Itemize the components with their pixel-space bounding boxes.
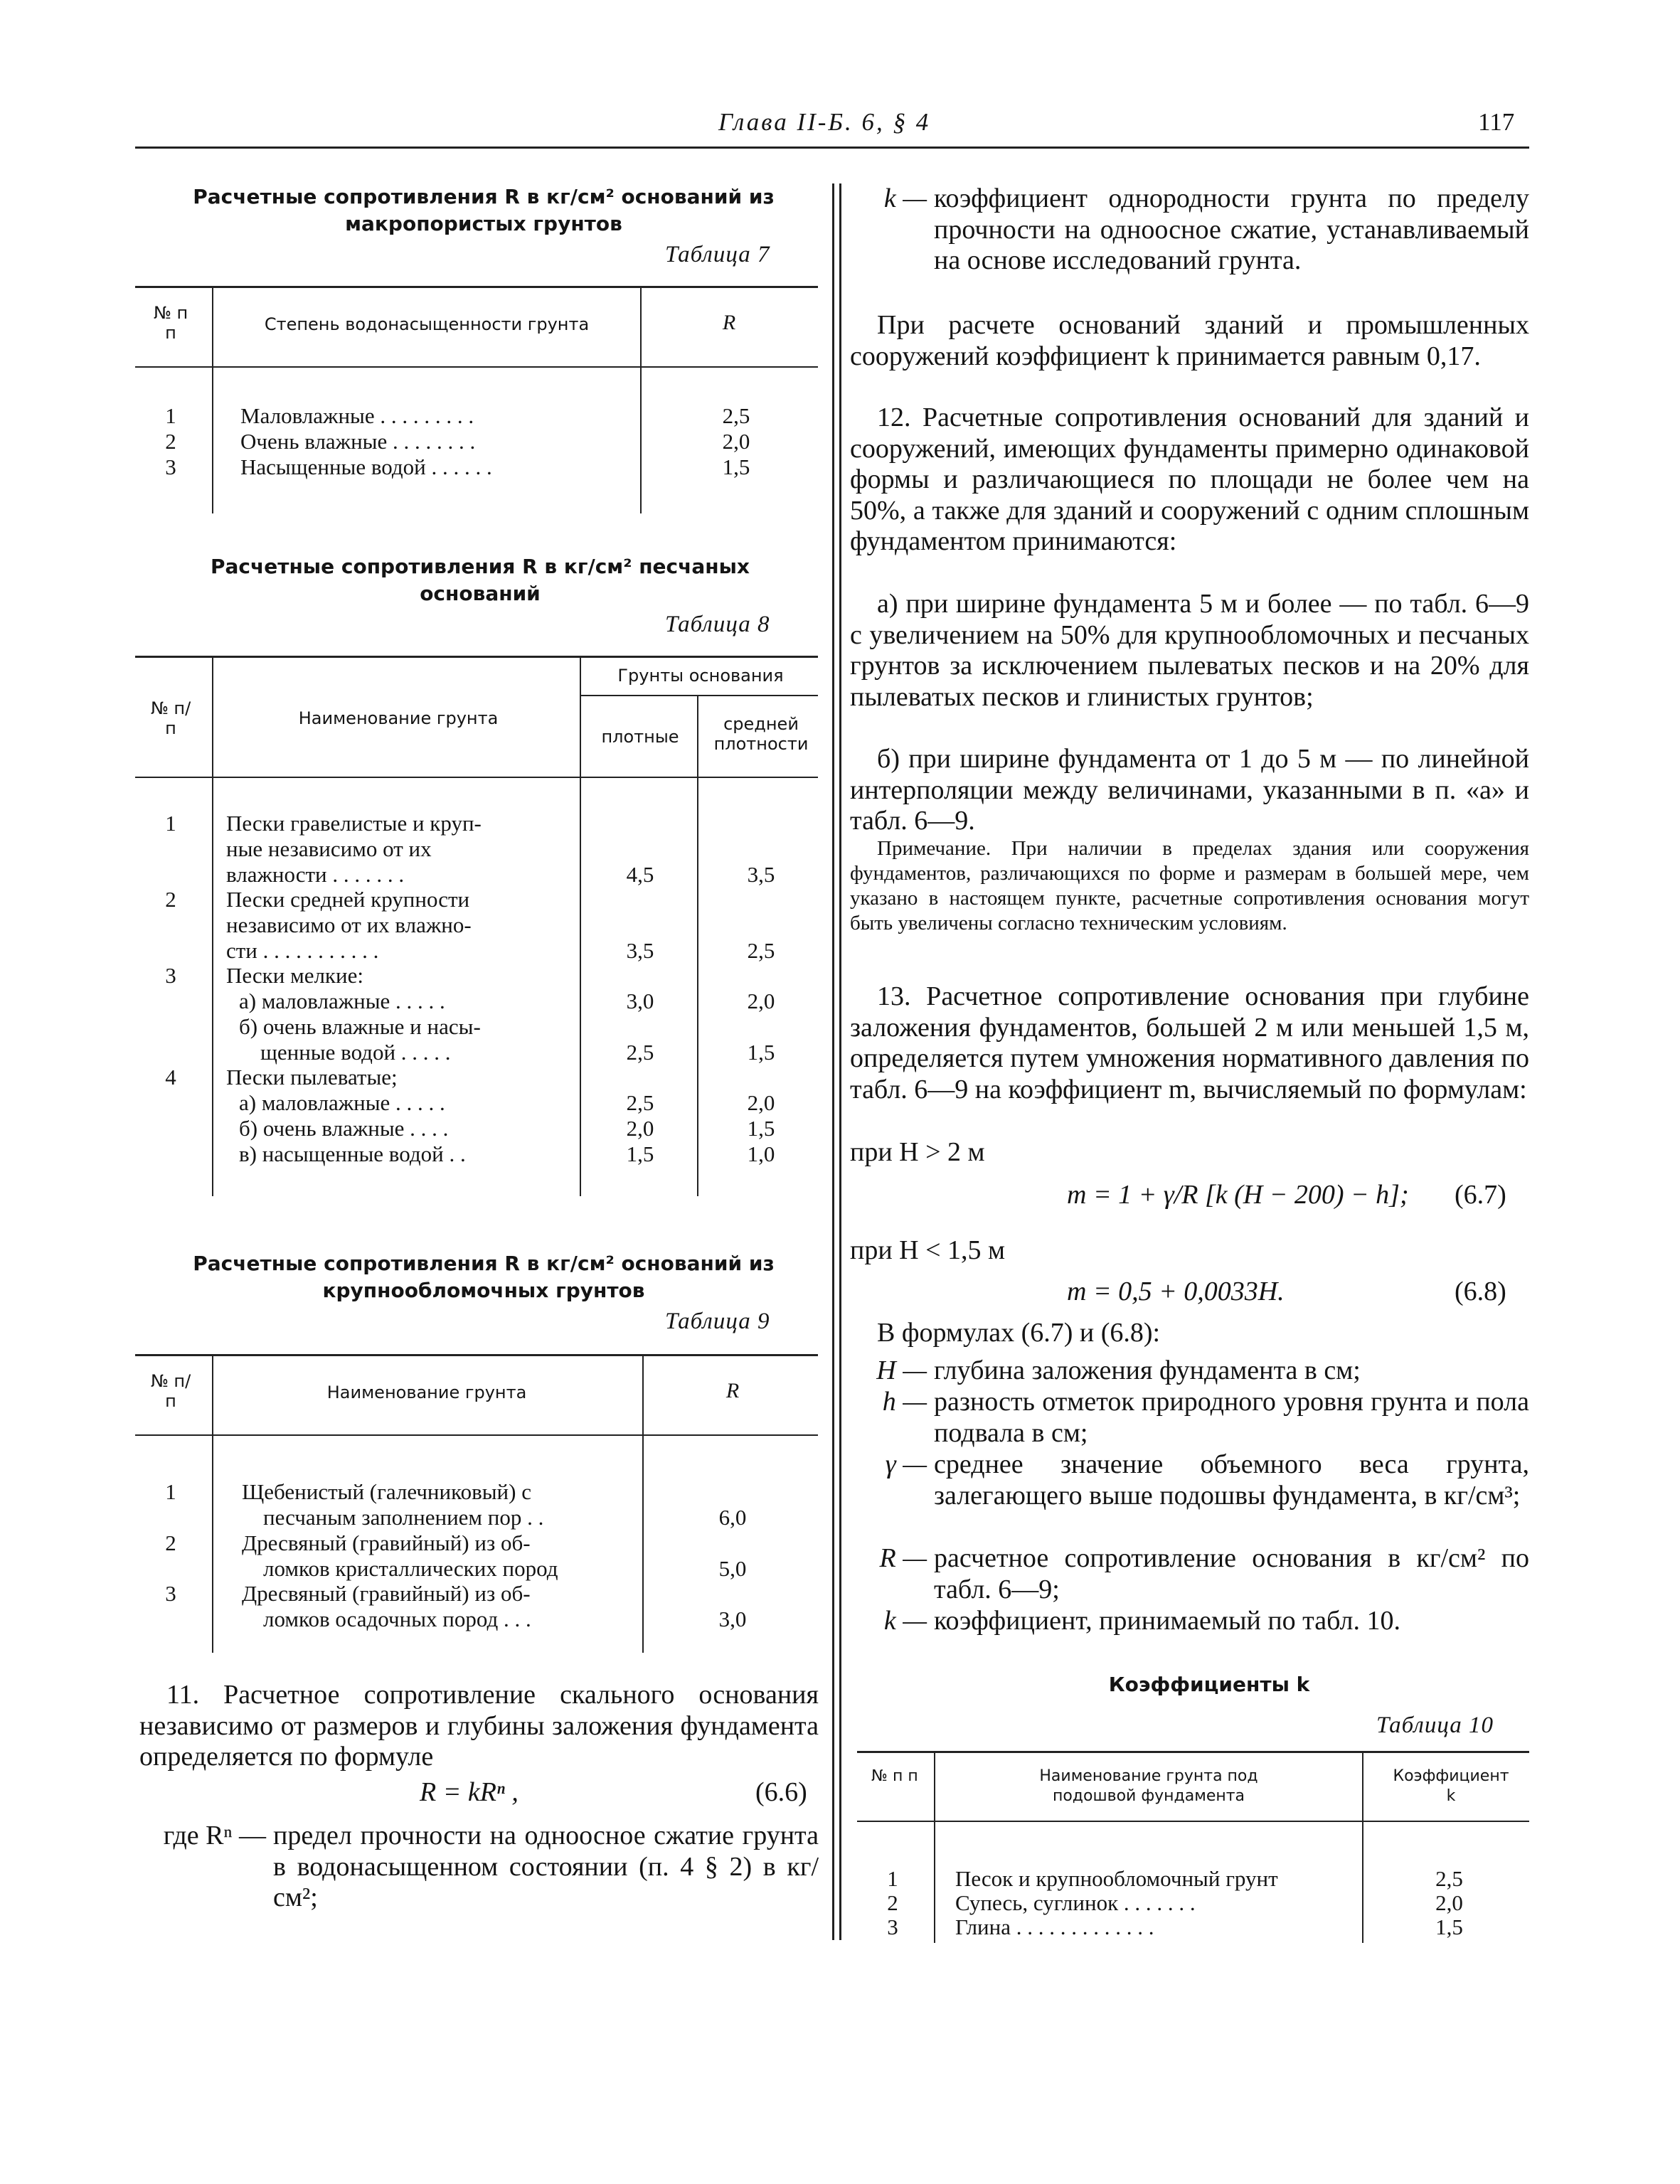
table-column-rule [212, 286, 213, 513]
table-row-value: 2,0 [1435, 1890, 1463, 1915]
formula-6-6: R = kRⁿ , [420, 1777, 519, 1807]
condition-h-gt-2: при H > 2 м [850, 1137, 985, 1167]
table-rule [135, 1354, 818, 1356]
table7-caption: Расчетные сопротивления R в кг/см² оснований из макропористых грунтов [193, 185, 775, 235]
table8-header-num: № п/п [150, 698, 191, 738]
definition-text: среднее значение объемного веса грунта, залегающего выше подошвы фундамента, в кг/см³; [934, 1449, 1529, 1511]
table-column-rule [642, 1354, 644, 1653]
column-divider [832, 183, 834, 1940]
table-row-name: Маловлажные . . . . . . . . . [240, 403, 474, 428]
table9-caption: Расчетные сопротивления R в кг/см² оснований из крупнообломочных грунтов [193, 1252, 775, 1302]
formula-6-8-number: (6.8) [1455, 1277, 1506, 1306]
definition-text: глубина заложения фундамента в см; [934, 1355, 1361, 1385]
table-column-rule [212, 656, 213, 1196]
table10-header-name: Наименование грунта под подошвой фундамента [1039, 1767, 1258, 1805]
table-row-name: Насыщенные водой . . . . . . [240, 454, 492, 479]
table-column-rule [697, 695, 698, 1196]
table-row-num: 1 [165, 1479, 176, 1504]
table-column-rule [212, 1354, 213, 1653]
table-row-name: Супесь, суглинок . . . . . . . [955, 1890, 1196, 1915]
table-row-value: 2,5 [722, 403, 750, 428]
definition-k [857, 1606, 1529, 1637]
table-row-num: 3 [165, 963, 176, 988]
table-row-value: 1,5 [747, 1040, 775, 1065]
definition-text: коэффициент однородности грунта по пределу прочности на одноосное сжатие, устанавливаемый на основе исследований грунта. [934, 183, 1529, 276]
table-row-value: 2,5 [1435, 1866, 1463, 1891]
table-row-value: 2,0 [722, 429, 750, 454]
table-row-name: Дресвяный (гравийный) из об- [242, 1530, 531, 1555]
table8-header-medium: средней плотности [713, 714, 809, 754]
table-row-value: 2,0 [626, 1116, 654, 1141]
definition-gamma [857, 1449, 1529, 1543]
table9-label: Таблица 9 [665, 1309, 770, 1334]
table-row-value: 2,5 [747, 938, 775, 963]
table-row-value: 1,5 [1435, 1914, 1463, 1939]
definition-R [857, 1543, 1529, 1606]
table-row-name: влажности . . . . . . . [226, 862, 405, 887]
definition-k-uniformity [857, 183, 1529, 311]
table-column-rule [640, 286, 642, 513]
table-row-name: Очень влажные . . . . . . . . [240, 429, 476, 454]
paragraph-12: 12. Расчетные сопротивления оснований для зданий и сооружений, имеющих фундаменты примерно одинаковой формы и различающиеся по площади не более чем на 50%, а также для зданий и сооружений с одним сплошным фундаментом принимаются: [850, 403, 1529, 557]
page-number: 117 [1478, 108, 1515, 136]
table7-header-r: R [722, 311, 736, 334]
formula-6-8: m = 0,5 + 0,0033H. [1067, 1277, 1285, 1306]
note: Примечание. При наличии в пределах здания или сооружения фундаментов, различающихся по форме и размерам в большей мере, чем указано в настоящем пункте, расчетные сопротивления основания могут быть увеличены согласно техническим условиям. [850, 837, 1529, 934]
table-row-name: Глина . . . . . . . . . . . . . [955, 1914, 1154, 1939]
table-row-value: 4,5 [626, 862, 654, 887]
table10-caption: Коэффициенты k [1108, 1673, 1310, 1696]
table-column-rule [934, 1751, 935, 1943]
table-row-name: Пески средней крупности [226, 887, 470, 912]
table8-caption: Расчетные сопротивления R в кг/см² песчаных оснований [211, 555, 750, 605]
column-divider [839, 183, 841, 1940]
table-row-num: 2 [165, 887, 176, 912]
definition-symbol: h — [882, 1387, 927, 1417]
formula-6-7-number: (6.7) [1455, 1180, 1506, 1210]
paragraph-12b: б) при ширине фундамента от 1 до 5 м — по линейной интерполяции между величинами, указанными в п. «а» и табл. 6—9. [850, 744, 1529, 836]
table-row-num: 2 [887, 1890, 898, 1915]
paragraph-13: 13. Расчетное сопротивление основания при глубине заложения фундаментов, большей 2 м или меньшей 1,5 м, определяется путем умножения нормативного давления по табл. 6—9 на коэффициент m, вычисляемый по формулам: [850, 981, 1529, 1104]
table-row-name: б) очень влажные и насы- [239, 1014, 481, 1039]
table-row-value: 2,0 [747, 1090, 775, 1115]
table8-header-name: Наименование грунта [298, 708, 499, 728]
table-row-value: 3,0 [626, 989, 654, 1013]
table-row-num: 3 [887, 1914, 898, 1939]
table-row-name: сти . . . . . . . . . . . [226, 938, 379, 963]
definition-text: расчетное сопротивление основания в кг/см² по табл. 6—9; [934, 1543, 1529, 1604]
table-row-name: независимо от их влажно- [226, 912, 472, 937]
paragraph-12a: а) при ширине фундамента 5 м и более — по табл. 6—9 с увеличением на 50% для крупнообломочных и песчаных грунтов за исключением пылеватых песков и на 20% для пылеватых песков и глинистых грунтов; [850, 589, 1529, 712]
definition-rn [139, 1821, 819, 1920]
table-row-num: 2 [165, 429, 176, 454]
table-row-value: 2,5 [626, 1090, 654, 1115]
table-row-name: ломков осадочных пород . . . [263, 1607, 531, 1631]
table-rule [857, 1821, 1529, 1822]
table8-label: Таблица 8 [665, 612, 770, 637]
table8-header-dense: плотные [601, 727, 679, 747]
header-rule [135, 147, 1529, 149]
table-row-name: Пески пылеватые; [226, 1065, 398, 1090]
table-row-value: 1,5 [722, 454, 750, 479]
table-row-name: щенные водой . . . . . [260, 1040, 451, 1065]
table9-header-name: Наименование грунта [326, 1383, 527, 1402]
table-row-num: 4 [165, 1065, 176, 1090]
table-row-value: 2,5 [626, 1040, 654, 1065]
table10-label: Таблица 10 [1376, 1712, 1494, 1738]
table-column-rule [1362, 1751, 1363, 1943]
table10-header-k: Коэффициент k [1393, 1767, 1509, 1805]
table-rule [135, 656, 818, 658]
table-row-name: а) маловлажные . . . . . [239, 989, 445, 1013]
table-row-value: 1,5 [747, 1116, 775, 1141]
definition-h [857, 1387, 1529, 1449]
table-rule [135, 1434, 818, 1436]
table-row-num: 3 [165, 454, 176, 479]
formula-6-7: m = 1 + γ/R [k (H − 200) − h]; [1067, 1180, 1409, 1210]
definition-text: предел прочности на одноосное сжатие грунта в водонасыщенном состоянии (п. 4 § 2) в кг/см²; [273, 1821, 819, 1913]
definition-text: разность отметок природного уровня грунта и пола подвала в см; [934, 1387, 1529, 1448]
definition-symbol: R — [879, 1543, 927, 1573]
table-row-value: 1,0 [747, 1141, 775, 1166]
definition-symbol: H — [876, 1355, 927, 1385]
table-row-value: 1,5 [626, 1141, 654, 1166]
table-row-name: Пески мелкие: [226, 963, 363, 988]
table10 [857, 1751, 1529, 1943]
formula-6-6-number: (6.6) [755, 1777, 807, 1807]
table-row-value: 6,0 [718, 1505, 747, 1530]
table-row-name: Песок и крупнообломочный грунт [955, 1866, 1278, 1891]
paragraph-11: 11. Расчетное сопротивление скального основания независимо от размеров и глубины заложения фундамента определяется по формуле [139, 1680, 819, 1772]
table7-header-name: Степень водонасыщенности грунта [264, 314, 590, 334]
table8 [135, 656, 818, 1196]
table-row-num: 3 [165, 1581, 176, 1606]
table-row-name: песчаным заполнением пор . . [263, 1505, 544, 1530]
table7-label: Таблица 7 [665, 242, 770, 267]
table-row-value: 5,0 [718, 1556, 747, 1581]
table-row-value: 3,5 [626, 938, 654, 963]
definition-symbol: k — [883, 183, 927, 213]
running-header-chapter: Глава II-Б. 6, § 4 [718, 108, 931, 136]
table9-header-num: № п/п [150, 1371, 191, 1411]
paragraph-k-value: При расчете оснований зданий и промышленных сооружений коэффициент k принимается равным 0,17. [850, 310, 1529, 371]
table-rule [135, 777, 818, 778]
table-row-value: 2,0 [747, 989, 775, 1013]
table9 [135, 1354, 818, 1653]
table8-header-group: Грунты основания [617, 666, 784, 686]
table7 [135, 286, 818, 513]
table9-header-r: R [725, 1379, 740, 1402]
table-row-name: а) маловлажные . . . . . [239, 1090, 445, 1115]
table-column-rule [580, 656, 581, 1196]
definition-H [857, 1355, 1529, 1387]
table-row-num: 2 [165, 1530, 176, 1555]
table-rule [580, 695, 818, 696]
table-row-value: 3,0 [718, 1607, 747, 1631]
table7-header-num: № п п [153, 303, 188, 343]
table10-header-num: № п п [871, 1767, 918, 1785]
formulas-intro: В формулах (6.7) и (6.8): [877, 1318, 1161, 1348]
definition-symbol: k — [883, 1606, 927, 1636]
table-rule [135, 286, 818, 288]
table-rule [135, 366, 818, 368]
table-row-num: 1 [165, 403, 176, 428]
definition-text: коэффициент, принимаемый по табл. 10. [934, 1606, 1400, 1636]
definition-symbol: где Rⁿ — [163, 1821, 266, 1850]
condition-h-lt-1-5: при H < 1,5 м [850, 1235, 1006, 1265]
table-row-num: 1 [165, 811, 176, 836]
table-rule [857, 1751, 1529, 1753]
definition-symbol: γ — [885, 1449, 927, 1479]
table-row-name: в) насыщенные водой . . [239, 1141, 466, 1166]
table-row-value: 3,5 [747, 862, 775, 887]
table-row-name: Щебенистый (галечниковый) с [242, 1479, 531, 1504]
table-row-num: 1 [887, 1866, 898, 1891]
table-row-name: б) очень влажные . . . . [239, 1116, 449, 1141]
table-row-name: ломков кристаллических пород [263, 1556, 558, 1581]
table-row-name: Пески гравелистые и круп- [226, 811, 482, 836]
table-row-name: Дресвяный (гравийный) из об- [242, 1581, 531, 1606]
table-row-name: ные независимо от их [226, 836, 432, 861]
